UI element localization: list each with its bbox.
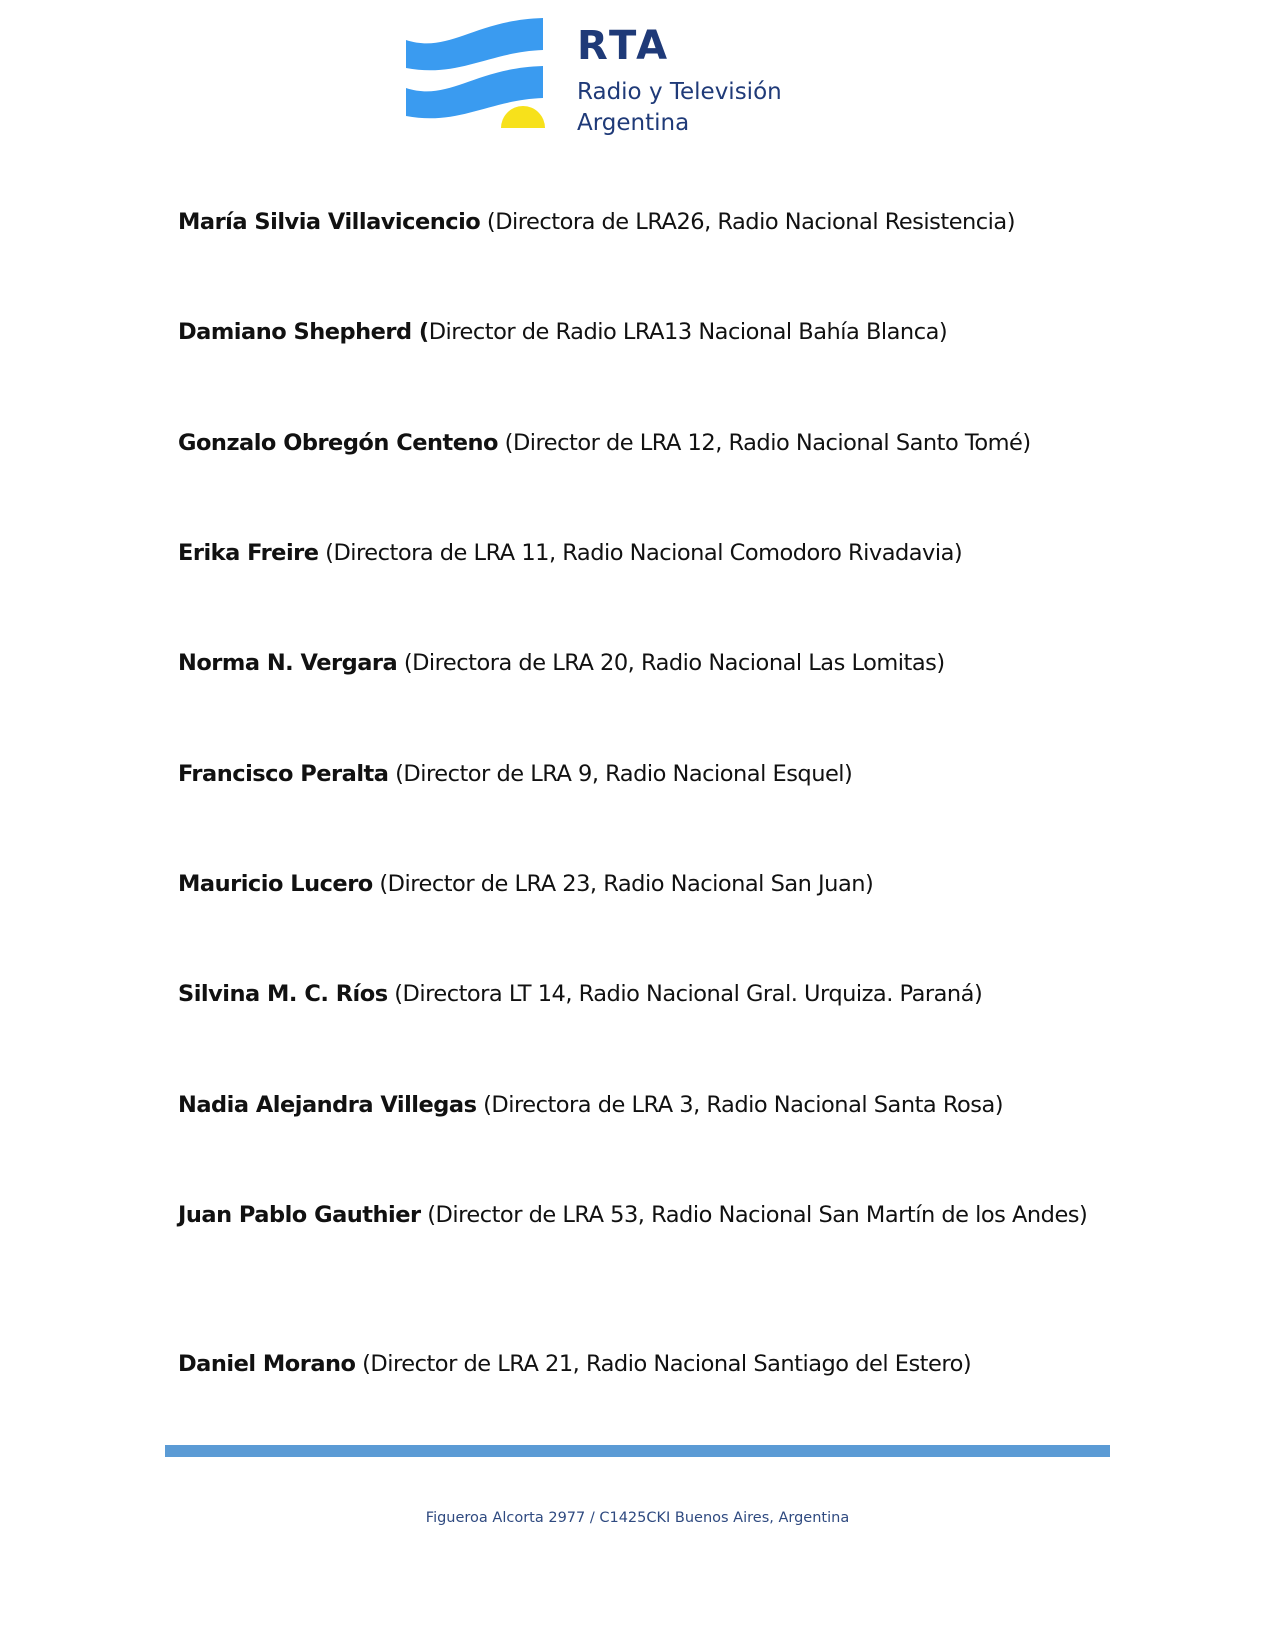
list-item [178,1196,1100,1234]
list-item [178,1345,1100,1383]
footer-divider [165,1445,1110,1457]
list-item [178,534,1100,572]
person-name: Silvina M. C. Ríos [178,981,388,1007]
logo-acronym: RTA [577,23,671,69]
person-name: Francisco Peralta [178,761,389,787]
list-item [178,644,1100,682]
person-role: (Directora de LRA 3, Radio Nacional Santa Rosa) [476,1092,1004,1118]
person-role: (Director de LRA 53, Radio Nacional San Martín de los Andes) [420,1202,1088,1228]
person-role: (Directora LT 14, Radio Nacional Gral. Urquiza. Paraná) [387,981,983,1007]
person-role: (Director de LRA 12, Radio Nacional Santo Tomé) [498,430,1031,456]
list-item [178,424,1100,462]
list-item [178,313,1100,351]
person-name: Damiano Shepherd ( [178,319,429,345]
person-name: Erika Freire [178,540,319,566]
rta-logo [404,12,844,134]
person-role: (Directora de LRA 11, Radio Nacional Comodoro Rivadavia) [318,540,963,566]
logo-subtitle-line2: Argentina [577,110,690,136]
person-role: (Director de LRA 21, Radio Nacional Santiago del Estero) [355,1351,972,1377]
person-name: Daniel Morano [178,1351,356,1377]
person-name: Norma N. Vergara [178,650,398,676]
person-name: Mauricio Lucero [178,871,373,897]
list-item [178,975,1100,1013]
footer-address: Figueroa Alcorta 2977 / C1425CKI Buenos Aires, Argentina [425,1510,850,1526]
person-name: María Silvia Villavicencio [178,209,481,235]
person-role: (Director de LRA 23, Radio Nacional San Juan) [372,871,874,897]
person-role: (Directora de LRA26, Radio Nacional Resistencia) [480,209,1015,235]
list-item [178,1086,1100,1124]
upper-wave [406,18,543,70]
person-role: Director de Radio LRA13 Nacional Bahía Blanca) [428,319,948,345]
person-role: (Directora de LRA 20, Radio Nacional Las Lomitas) [397,650,945,676]
list-item [178,203,1100,241]
sun-icon [501,106,545,128]
list-item [178,865,1100,903]
logo-subtitle-line1: Radio y Televisión [577,79,782,105]
flag-waves-icon [404,12,554,134]
person-name: Juan Pablo Gauthier [178,1202,421,1228]
person-role: (Director de LRA 9, Radio Nacional Esquel) [388,761,853,787]
list-item [178,755,1100,793]
person-name: Nadia Alejandra Villegas [178,1092,477,1118]
person-name: Gonzalo Obregón Centeno [178,430,499,456]
